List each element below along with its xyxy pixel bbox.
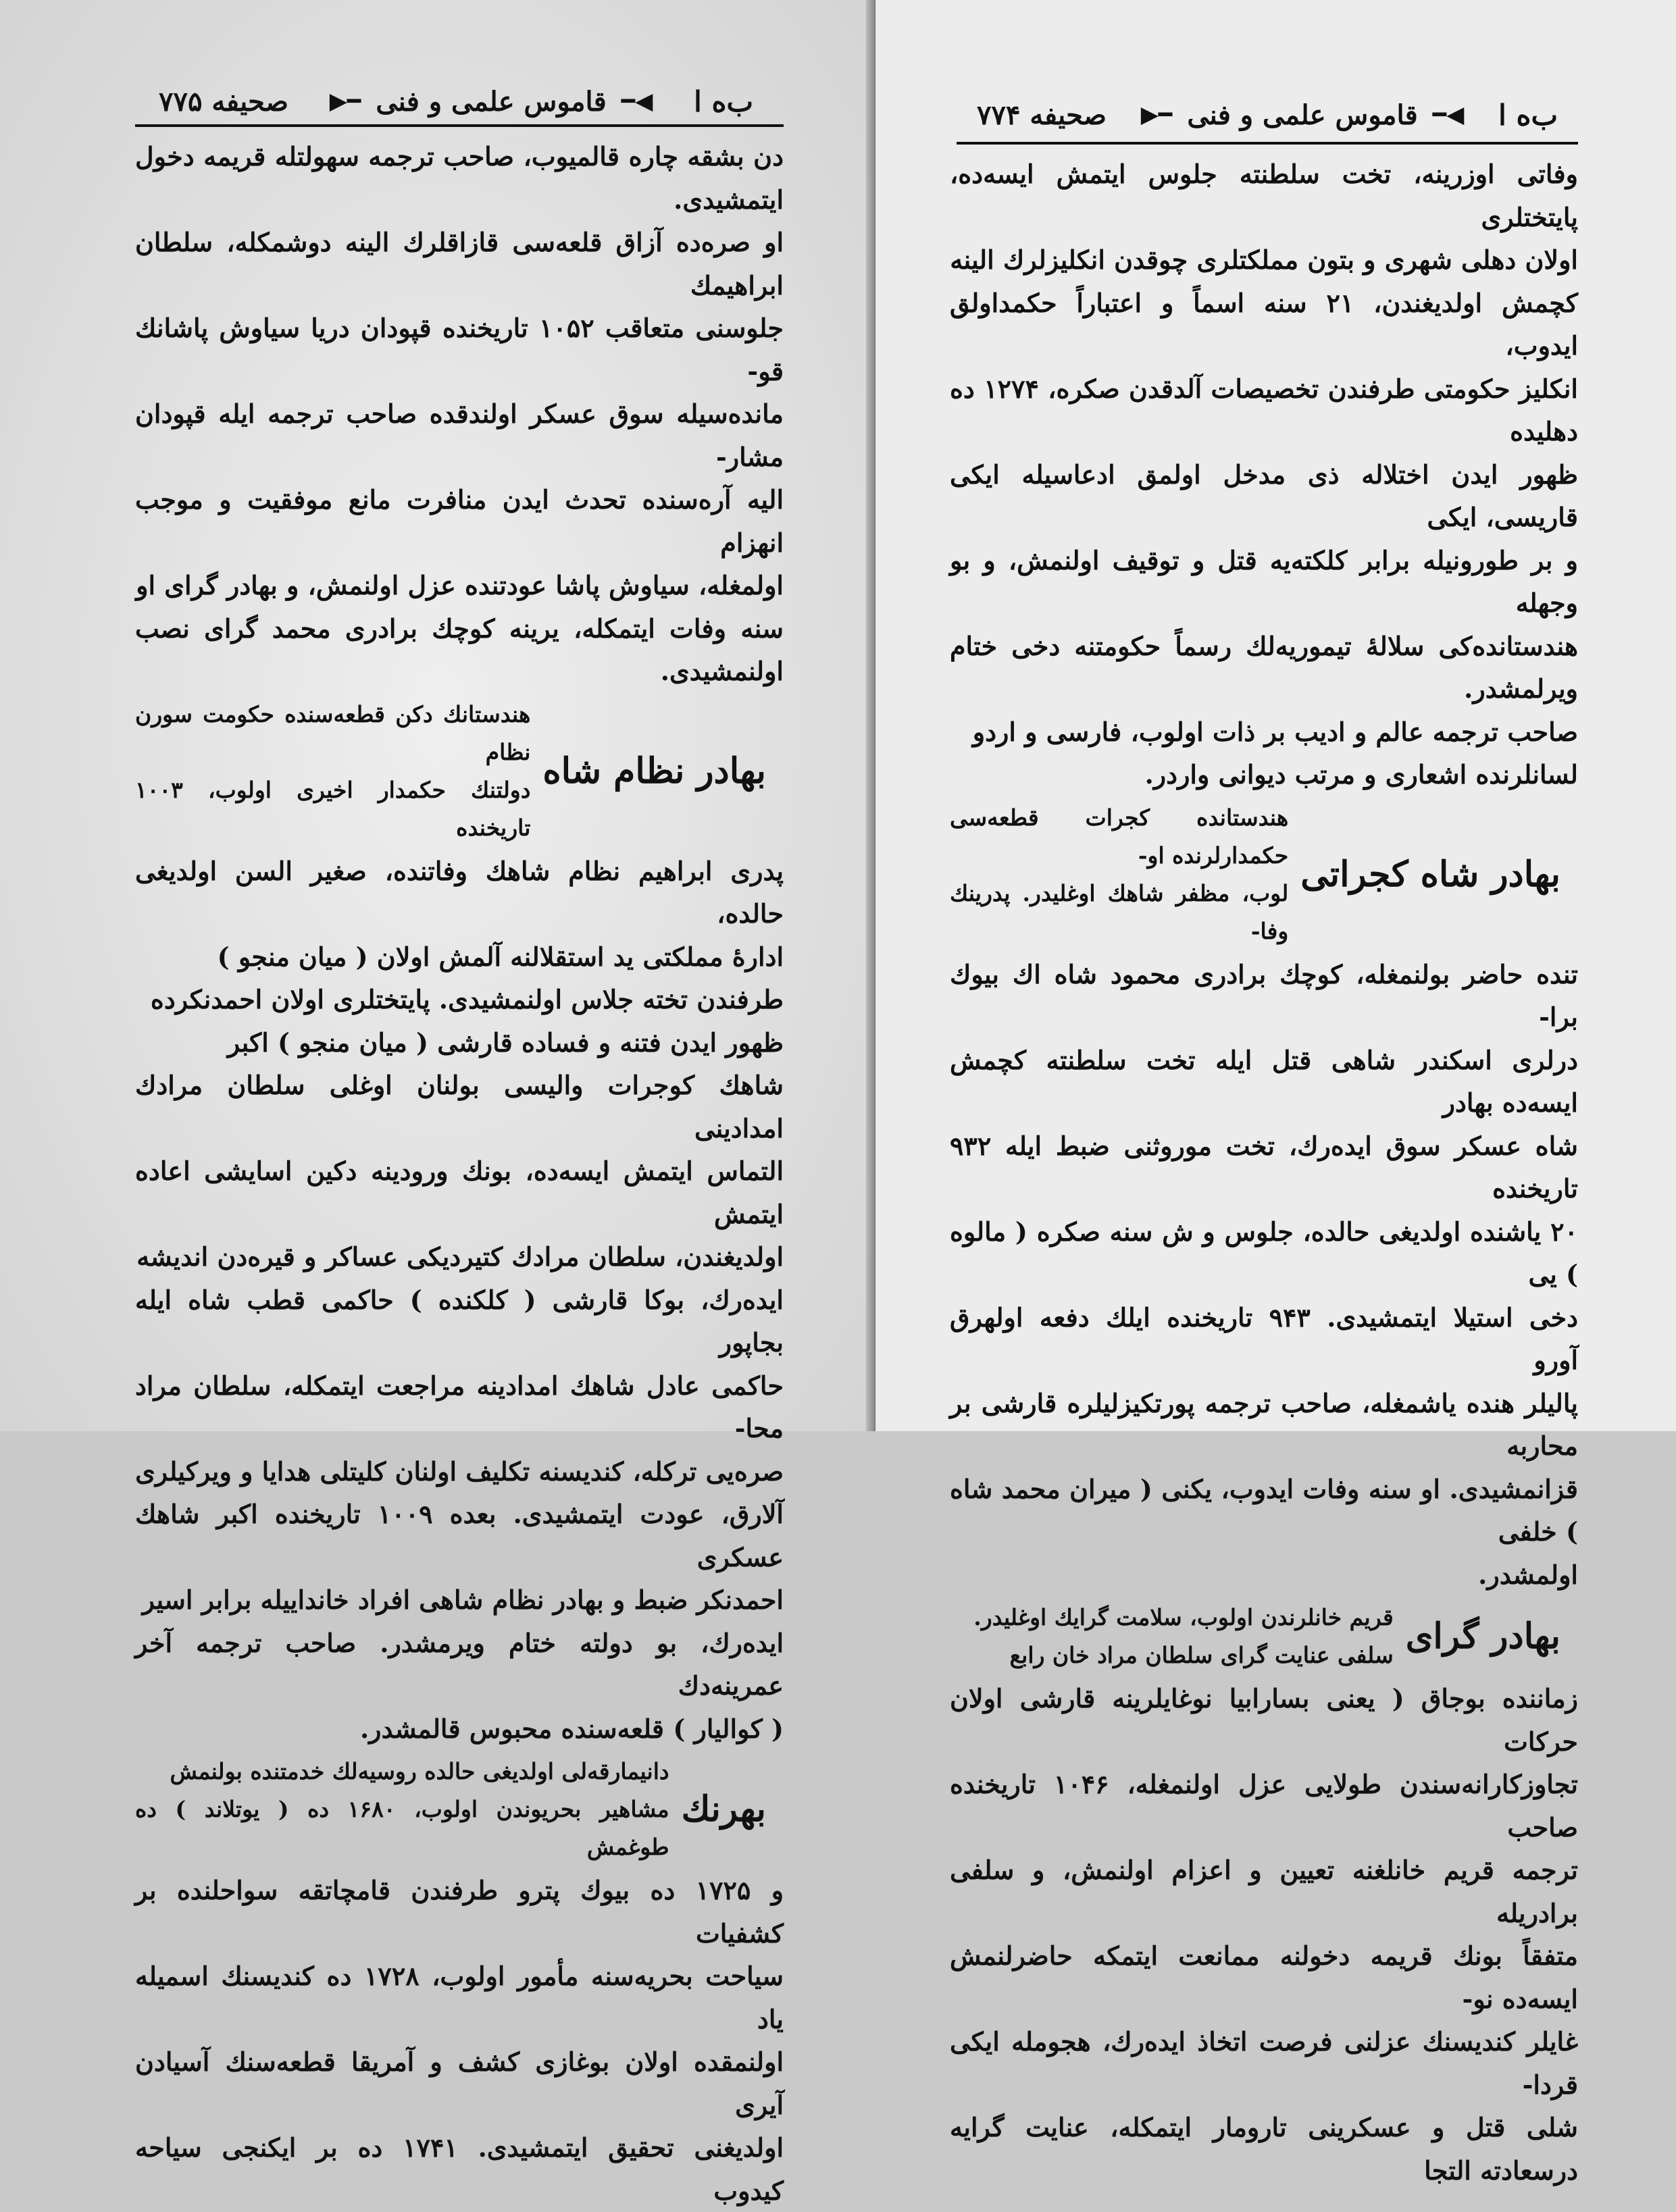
text-line: دخی استیلا ایتمشیدی. ۹۴۳ تاریخنده ایلك دفعه اولهرق آورو [950, 1302, 1578, 1375]
text-line: انکلیز حکومتی طرفندن تخصیصات آلدقدن صکره، ۱۲۷۴ ده دهلیده [950, 373, 1578, 446]
entry-bahadir-shah-gujarati [950, 799, 1578, 950]
entry-heading: بهادر گرای [1405, 1616, 1560, 1657]
text-line: ترجمه قریم خانلغنه تعیین و اعزام اولنمش، و سلفی برادریله [950, 1855, 1578, 1928]
text-line: لوب، مظفر شاهك اوغلیدر. پدرینك وفا- [950, 879, 1289, 944]
text-line: هندستانك دکن قطعه‌سنده حکومت سورن نظام [135, 700, 531, 765]
ornament-arrow-icon: ━▶ [329, 88, 361, 115]
text-line: زماننده بوجاق ( یعنی بسارابیا نوغایلرینه قارشی اولان حرکات [950, 1683, 1578, 1757]
left-page-header [159, 78, 753, 125]
text-line: طرفندن تخته جلاس اولنمشیدی. پایتختلری اولان احمدنکرده [150, 984, 784, 1014]
entry-heading: بهرنك [681, 1789, 766, 1830]
text-line: مشاهیر بحریوندن اولوب، ۱۶۸۰ ده ( یوتلاند ) ده طوغمش [135, 1796, 669, 1860]
text-line: اولمغله، سیاوش پاشا عودتنده عزل اولنمش، و بهادر گرای او [136, 570, 784, 600]
text-line: التماس ایتمش ایسه‌ده، بونك ورودینه دکین اسایشی اعاده ایتمش [135, 1156, 784, 1229]
text-line: پالیلر هنده یاشمغله، صاحب ترجمه پورتکیزلیلره قارشی بر محاربه [950, 1387, 1578, 1461]
text-line: اداره‌ٔ مملکتی ید استقلالنه آلمش اولان ( میان منجو ) [217, 941, 784, 972]
text-line: جلوسنی متعاقب ۱۰۵۲ تاریخنده قپودان دریا سیاوش پاشانك قو- [135, 313, 784, 386]
text-line: هندستانده کجرات قطعه‌سی حکمدارلرنده او- [950, 804, 1289, 869]
page-number: صحیفه ۷۷۵ [159, 85, 288, 118]
text-line: وفاتی اوزرینه، تخت سلطنته جلوس ایتمش ایسه‌ده، پایتختلری [950, 159, 1578, 232]
text-line: تنده حاضر بولنمغله، کوچك برادری محمود شاه اك بیوك برا- [950, 958, 1578, 1032]
text-line: درلری اسکندر شاهی قتل ایله تخت سلطنته کچمش ایسه‌ده بهادر [950, 1044, 1578, 1118]
text-line: لسانلرنده اشعاری و مرتب دیوانی واردر. [1144, 759, 1578, 790]
text-line: هندستانده‌کی سلاله‌ٔ تیموریه‌لك رسماً حکومتنه دخی ختام ویرلمشدر. [950, 630, 1578, 704]
entry-bering [135, 1753, 784, 1866]
text-line: احمدنکر ضبط و بهادر نظام شاهی افراد خانداییله برابر اسیر [142, 1585, 784, 1615]
text-line: غایلر کندیسنك عزلنی فرصت اتخاذ ایده‌رك، هجومله ایکی قردا- [950, 2026, 1578, 2100]
text-line: حاکمی عادل شاهك امدادینه مراجعت ایتمکله، سلطان مراد محا- [135, 1370, 784, 1443]
text-line: دن بشقه چاره قالمیوب، صاحب ترجمه سهولتله قریمه دخول ایتمشیدی. [135, 141, 784, 215]
entry-bahadir-giray [950, 1599, 1578, 1674]
text-line: شاهك کوجرات والیسی بولنان اوغلی سلطان مرادك امدادینی [135, 1070, 784, 1143]
text-line: کچمش اولدیغندن، ۲۱ سنه اسماً و اعتباراً حکمداولق ایدوب، [950, 287, 1579, 361]
text-line: تجاوزکارانه‌سندن طولایی عزل اولنمغله، ۱۰۴۶ تاریخنده صاحب [950, 1769, 1578, 1843]
text-line: قریم خانلرندن اولوب، سلامت گرایك اوغلیدر. [973, 1604, 1394, 1630]
text-line: صاحب ترجمه عالم و ادیب بر ذات اولوب، فارسی و اردو [972, 716, 1578, 747]
text-line: شاه عسکر سوق ایده‌رك، تخت موروثنی ضبط ایله ۹۳۲ تاریخنده [950, 1130, 1578, 1204]
ornament-arrow-icon: ━▶ [1140, 101, 1173, 128]
text-line: ایده‌رك، بوکا قارشی ( کلکنده ) حاکمی قطب شاه ایله بجاپور [135, 1284, 784, 1358]
header-rule [957, 142, 1578, 145]
text-line: مانده‌سیله سوق عسکر اولندقده صاحب ترجمه ایله قپودان مشار- [135, 398, 784, 472]
entry-heading: بهادر نظام شاه [542, 750, 766, 792]
text-line: ظهور ایدن فتنه و فساده قارشی ( میان منجو ) اکبر [227, 1027, 784, 1058]
entry-bahadir-nizam-shah [135, 696, 784, 847]
text-line: سیاحت بحریه‌سنه مأمور اولوب، ۱۷۲۸ ده کندیسنك اسمیله یاد [135, 1961, 784, 2034]
text-line: اولنمقده اولان بوغازی کشف و آمریقا قطعه‌سنك آسیادن آیری [135, 2047, 784, 2120]
text-line: قزانمشیدی. او سنه وفات ایدوب، یکنی ( میران محمد شاه ) خلفی [950, 1473, 1578, 1547]
text-line: دانیمارقه‌لی اولدیغی حالده روسیه‌لك خدمتنده بولنمش [170, 1758, 669, 1784]
text-line: پدری ابراهیم نظام شاهك وفاتنده، صغیر السن اولدیغی حالده، [135, 855, 784, 929]
text-line: ۲۰ یاشنده اولدیغی حالده، جلوس و ش سنه صکره ( مالوه ) یی [950, 1216, 1578, 1289]
dictionary-title: قاموس علمی و فنی [376, 85, 607, 118]
ornament-arrow-icon: ◀━ [1432, 101, 1465, 128]
text-line: آلارق، عودت ایتمشیدی. بعده ۱۰۰۹ تاریخنده اکبر شاهك عسکری [135, 1499, 784, 1572]
text-line: اولدیغندن، سلطان مرادك کتیردیکی عساکر و قیره‌دن اندیشه [136, 1241, 784, 1272]
text-line: ایده‌رك، بو دولته ختام ویرمشدر. صاحب ترجمه آخر عمرینه‌دك [135, 1627, 784, 1701]
section-label: ب‌ه ا [694, 84, 753, 118]
dictionary-title: قاموس علمی و فنی [1187, 99, 1418, 131]
text-line: او صره‌ده آزاق قلعه‌سی قازاقلرك الینه دوشمکله، سلطان ابراهیمك [135, 227, 784, 301]
text-line: سلفی عنایت گرای سلطان مراد خان رابع [1009, 1642, 1394, 1668]
text-line: متفقاً بونك قریمه دخولنه ممانعت ایتمکه حاضرلنمش ایسه‌ده نو- [950, 1940, 1578, 2014]
text-line: و ۱۷۲۵ ده بیوك پترو طرفندن قامچاتقه سواحلنده بر کشفیات [135, 1875, 784, 1949]
right-page-header [977, 91, 1558, 138]
right-page [875, 0, 1676, 2186]
header-rule [135, 124, 784, 127]
page-number: صحیفه ۷۷۴ [977, 99, 1107, 131]
entry-heading: بهادر شاه کجراتی [1300, 853, 1560, 895]
text-line: اولان دهلی شهری و بتون مملکتلری چوقدن انکلیزلرك الینه [950, 245, 1578, 275]
text-line: سنه وفات ایتمکله، یرینه کوچك برادری محمد گرای نصب اولنمشیدی. [135, 613, 784, 686]
text-line: اولدیغنی تحقیق ایتمشیدی. ۱۷۴۱ ده بر ایکنجی سیاحه کیدوب [135, 2132, 784, 2206]
text-line: الیه آره‌سنده تحدث ایدن منافرت مانع موفقیت و موجب انهزام [135, 484, 784, 558]
text-line: و بر طورونیله برابر کلکته‌یه قتل و توقیف اولنمش، و بو وجهله [950, 544, 1578, 618]
ornament-arrow-icon: ◀━ [621, 88, 653, 115]
right-page-text [950, 153, 1578, 2192]
left-page-text [135, 135, 784, 2212]
section-label: ب‌ه ا [1498, 98, 1558, 132]
text-line: دولتنك حکمدار اخیری اولوب، ۱۰۰۳ تاریخنده [135, 776, 531, 841]
text-line: شلی قتل و عسکرینی تارومار ایتمکله، عنایت گرایه درسعادته التجا [950, 2112, 1578, 2186]
text-line: صره‌یی ترکله، کندیسنه تکلیف اولنان کلیتلی هدایا و ویرکیلری [135, 1456, 784, 1487]
text-line: ( کوالیار ) قلعه‌سنده محبوس قالمشدر. [359, 1713, 784, 1744]
text-line: ظهور ایدن اختلاله ذی مدخل اولمق ادعاسیله ایکی قاریسی، ایکی [950, 459, 1578, 532]
text-line: اولمشدر. [1478, 1559, 1578, 1590]
